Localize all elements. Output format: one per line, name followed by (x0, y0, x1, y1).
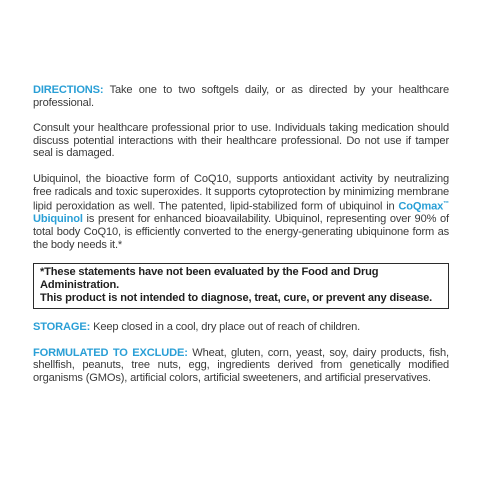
disclaimer-line-2: This product is not intended to diagnose, treat, cure, or prevent any disease. (40, 292, 433, 305)
description-paragraph (33, 173, 449, 251)
trademark-mark: ™ (443, 201, 449, 208)
directions-text: Take one to two softgels daily, or as directed by your healthcare professional. (33, 84, 449, 109)
description-text-before: Ubiquinol, the bioactive form of CoQ10, supports antioxidant activity by neutralizing free radicals and toxic superoxides. It supports cytoprotection by minimizing membrane lipid peroxidation as well. The patented, lipid-stabilized form of ubiquinol in (33, 172, 449, 213)
disclaimer-line-1: *These statements have not been evaluated by the Food and Drug Administration. (40, 266, 379, 292)
brand-product-name: Ubiquinol (33, 213, 83, 226)
formulated-heading: FORMULATED TO EXCLUDE: (33, 346, 188, 359)
storage-paragraph (33, 321, 449, 334)
formulated-text: Wheat, gluten, corn, yeast, soy, dairy products, fish, shellfish, peanuts, tree nuts, egg, ingredients derived from genetically modified organisms (GMOs), artificial colors, artificial sweeteners, and artificial preservatives. (33, 346, 449, 384)
storage-heading: STORAGE: (33, 321, 91, 334)
supplement-label-panel (33, 84, 449, 385)
brand-name: CoQmax (398, 200, 444, 213)
description-text-after: is present for enhanced bioavailability. Ubiquinol, representing over 90% of total body CoQ10, is efficiently converted to the energy-generating ubiquinone form as the body needs it.* (33, 213, 449, 251)
fda-disclaimer-box (33, 263, 449, 309)
consult-paragraph (33, 122, 449, 160)
storage-text: Keep closed in a cool, dry place out of reach of children. (90, 321, 361, 334)
consult-text: Consult your healthcare professional prior to use. Individuals taking medication should discuss potential interactions with their healthcare professional. Do not use if tamper seal is damaged. (33, 122, 449, 160)
directions-heading: DIRECTIONS: (33, 84, 104, 96)
formulated-paragraph (33, 347, 449, 385)
directions-paragraph (33, 84, 449, 109)
